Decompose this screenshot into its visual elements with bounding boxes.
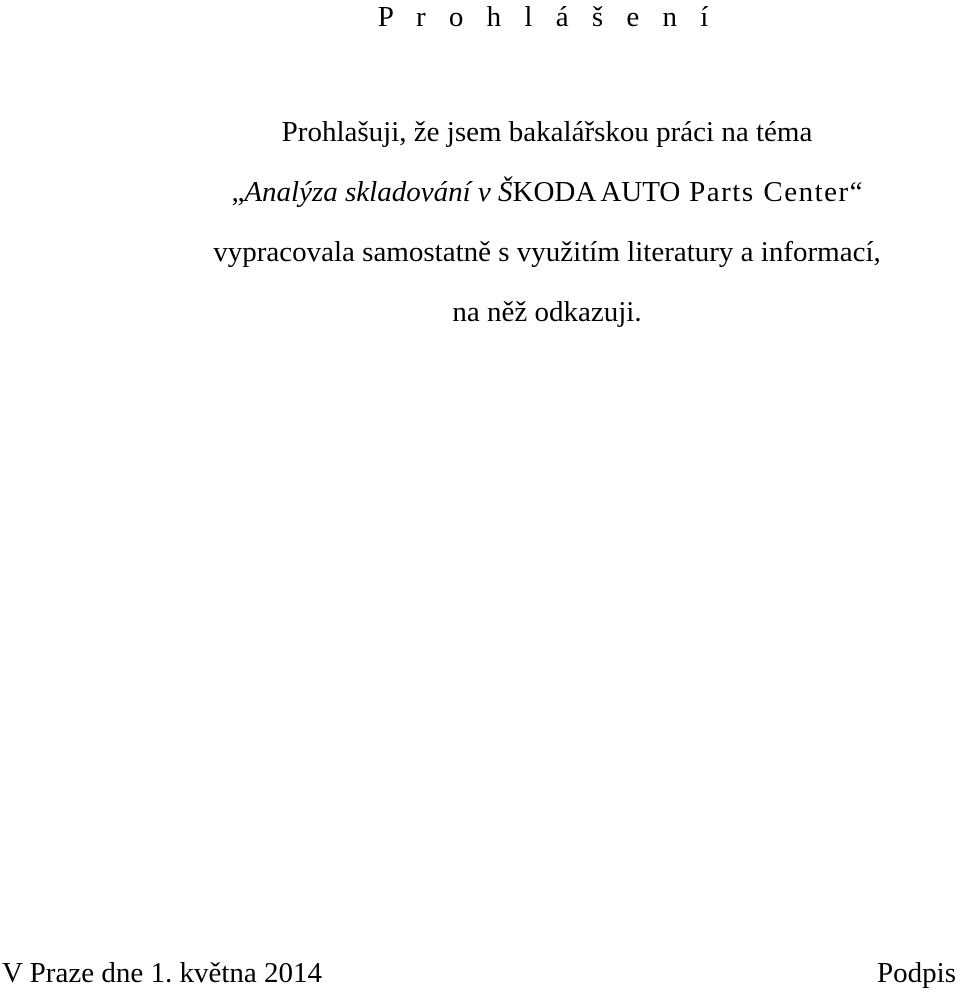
- place-and-date: V Praze dne 1. května 2014: [2, 957, 322, 989]
- thesis-title-line: [0, 174, 960, 210]
- thesis-title-upright: KODA AUTO: [512, 176, 681, 208]
- signature-label: Podpis: [877, 957, 956, 989]
- thesis-title-spaced: Parts Center: [680, 176, 850, 208]
- declaration-line-4: na něž odkazuji.: [452, 296, 642, 328]
- title-open-quote: „: [231, 176, 245, 208]
- thesis-title-italic: Analýza skladování v Š: [244, 176, 513, 208]
- page-heading: P r o h l á š e n í: [377, 1, 717, 33]
- title-close-quote: “: [849, 176, 863, 208]
- declaration-line-3: vypracovala samostatně s využitím literatury a informací,: [213, 236, 881, 268]
- declaration-intro: Prohlašuji, že jsem bakalářskou práci na téma: [281, 116, 813, 148]
